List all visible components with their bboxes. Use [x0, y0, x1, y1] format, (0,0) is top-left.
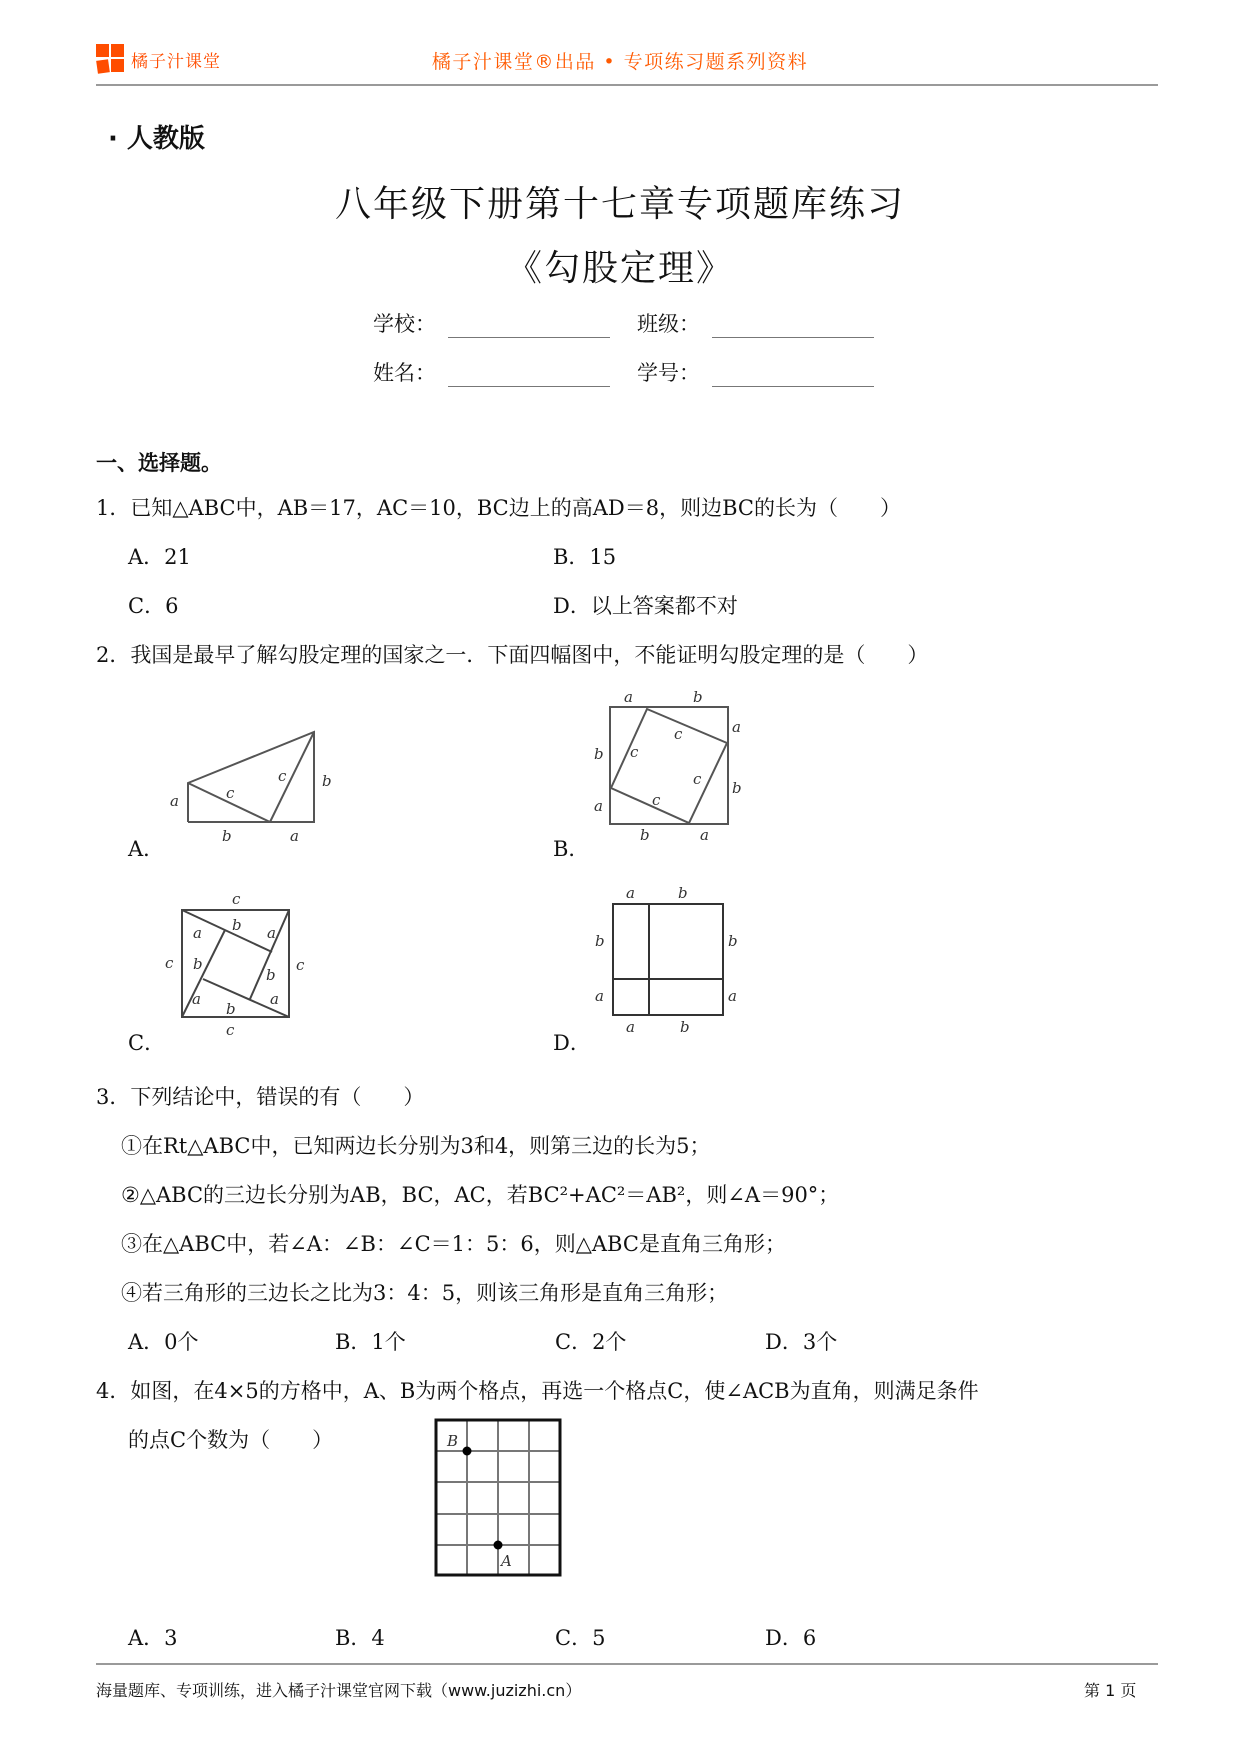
q4-option-c[interactable]: C．5: [555, 1626, 606, 1650]
label-c: c: [630, 743, 639, 761]
label-a: a: [732, 718, 741, 736]
diagram-d-outer-square: [613, 904, 723, 1015]
q3-option-a[interactable]: A．0个: [128, 1330, 199, 1354]
diagram-b: [590, 680, 760, 860]
label-a: a: [290, 827, 299, 845]
label-a: a: [170, 792, 179, 810]
diagram-b-outer-square: [610, 707, 728, 824]
student-id-input[interactable]: [712, 366, 874, 387]
q1-option-d[interactable]: D．以上答案都不对: [553, 594, 738, 618]
label-b: b: [732, 779, 742, 797]
q4-option-a[interactable]: A．3: [128, 1626, 178, 1650]
label-b: b: [266, 966, 276, 984]
q3-statement-2: ②△ABC的三边长分别为AB，BC，AC，若BC²+AC²＝AB²，则∠A＝90°；: [121, 1183, 840, 1207]
student-id-label: 学号：: [637, 361, 700, 385]
label-a: a: [624, 688, 633, 706]
school-label: 学校：: [373, 312, 436, 336]
diagram-a: [160, 720, 360, 860]
student-id-field[interactable]: [637, 357, 874, 387]
label-b: b: [322, 772, 332, 790]
school-input[interactable]: [448, 317, 610, 338]
grid-diagram: [434, 1418, 564, 1578]
question-text: 如图，在4×5的方格中，A、B为两个格点，再选一个格点C，使∠ACB为直角，则满足条件: [130, 1379, 979, 1403]
q3-statement-3: ③在△ABC中，若∠A：∠B：∠C＝1：5：6，则△ABC是直角三角形；: [121, 1232, 786, 1256]
label-c: c: [226, 1021, 235, 1039]
page-subtitle: 《勾股定理》: [505, 248, 734, 289]
label-b: b: [693, 688, 703, 706]
page-number: 第 1 页: [1084, 1681, 1137, 1700]
label-c: c: [693, 770, 702, 788]
q2-option-d[interactable]: D．: [553, 1031, 591, 1055]
q2-option-c[interactable]: C．: [128, 1031, 166, 1055]
q3-option-c[interactable]: C．2个: [555, 1330, 627, 1354]
question-3: [96, 1081, 424, 1111]
class-input[interactable]: [712, 317, 874, 338]
question-text: 已知△ABC中，AB＝17，AC＝10，BC边上的高AD＝8，则边BC的长为（ ）: [130, 496, 901, 520]
question-number: 3．: [96, 1085, 131, 1109]
label-c: c: [652, 791, 661, 809]
q1-option-c[interactable]: C．6: [128, 594, 179, 618]
label-a: a: [728, 987, 737, 1005]
label-a: a: [270, 990, 279, 1008]
q3-statement-4: ④若三角形的三边长之比为3：4：5，则该三角形是直角三角形；: [121, 1281, 729, 1305]
school-field[interactable]: [373, 308, 610, 338]
label-c: c: [278, 767, 287, 785]
label-c: c: [226, 784, 235, 802]
q1-option-b[interactable]: B．15: [553, 545, 617, 569]
question-number: 4．: [96, 1379, 131, 1403]
q4-option-d[interactable]: D．6: [765, 1626, 817, 1650]
header-title: 橘子汁课堂®出品 • 专项练习题系列资料: [431, 51, 809, 73]
label-a: a: [192, 990, 201, 1008]
label-c: c: [296, 956, 305, 974]
q2-option-a[interactable]: A．: [128, 837, 165, 861]
grid-point-b: [463, 1447, 472, 1456]
question-1: [96, 492, 901, 522]
label-a: a: [626, 1018, 635, 1036]
label-a: a: [594, 797, 603, 815]
diagram-a-hyp2: [270, 732, 314, 822]
label-b: b: [678, 884, 688, 902]
question-2: [96, 639, 928, 669]
label-c: c: [232, 890, 241, 908]
brand-name: 橘子汁课堂: [131, 51, 221, 72]
section-title: 一、选择题。: [96, 451, 222, 475]
label-c: c: [165, 954, 174, 972]
label-a: a: [595, 987, 604, 1005]
grid-point-a: [494, 1541, 503, 1550]
name-input[interactable]: [448, 366, 610, 387]
label-b: b: [594, 745, 604, 763]
label-b: b: [680, 1018, 690, 1036]
class-label: 班级：: [637, 312, 700, 336]
header-divider: [96, 84, 1158, 86]
diagram-d: [590, 880, 760, 1050]
edition-label: · 人教版: [108, 124, 205, 154]
question-4-continued: 的点C个数为（ ）: [128, 1428, 334, 1452]
label-b: b: [232, 916, 242, 934]
label-point-b: B: [447, 1432, 459, 1450]
label-b: b: [193, 955, 203, 973]
q4-option-b[interactable]: B．4: [335, 1626, 385, 1650]
label-b: b: [222, 827, 232, 845]
question-number: 1．: [96, 496, 131, 520]
question-text: 下列结论中，错误的有（ ）: [130, 1085, 425, 1109]
label-a: a: [267, 924, 276, 942]
label-b: b: [226, 1000, 236, 1018]
label-a: a: [193, 924, 202, 942]
q3-option-b[interactable]: B．1个: [335, 1330, 406, 1354]
label-a: a: [700, 826, 709, 844]
footer-divider: [96, 1663, 1158, 1665]
question-number: 2．: [96, 643, 131, 667]
name-label: 姓名：: [373, 361, 436, 385]
diagram-b-inner-square: [611, 709, 727, 823]
diagram-a-outline: [188, 732, 314, 822]
question-text: 我国是最早了解勾股定理的国家之一．下面四幅图中，不能证明勾股定理的是（ ）: [130, 643, 929, 667]
label-b: b: [728, 932, 738, 950]
question-4: [96, 1375, 979, 1405]
footer-text: 海量题库、专项训练，进入橘子汁课堂官网下载（www.juzizhi.cn）: [96, 1681, 582, 1700]
name-field[interactable]: [373, 357, 610, 387]
label-b: b: [595, 932, 605, 950]
label-c: c: [674, 725, 683, 743]
label-point-a: A: [501, 1552, 512, 1570]
label-a: a: [626, 884, 635, 902]
q3-statement-1: ①在Rt△ABC中，已知两边长分别为3和4，则第三边的长为5；: [121, 1134, 711, 1158]
q2-option-b[interactable]: B．: [553, 837, 590, 861]
page-title: 八年级下册第十七章专项题库练习: [334, 184, 905, 225]
q1-option-a[interactable]: A．21: [128, 545, 191, 569]
q3-option-d[interactable]: D．3个: [765, 1330, 838, 1354]
label-b: b: [640, 826, 650, 844]
diagram-c: [160, 890, 330, 1050]
class-field[interactable]: [637, 308, 874, 338]
